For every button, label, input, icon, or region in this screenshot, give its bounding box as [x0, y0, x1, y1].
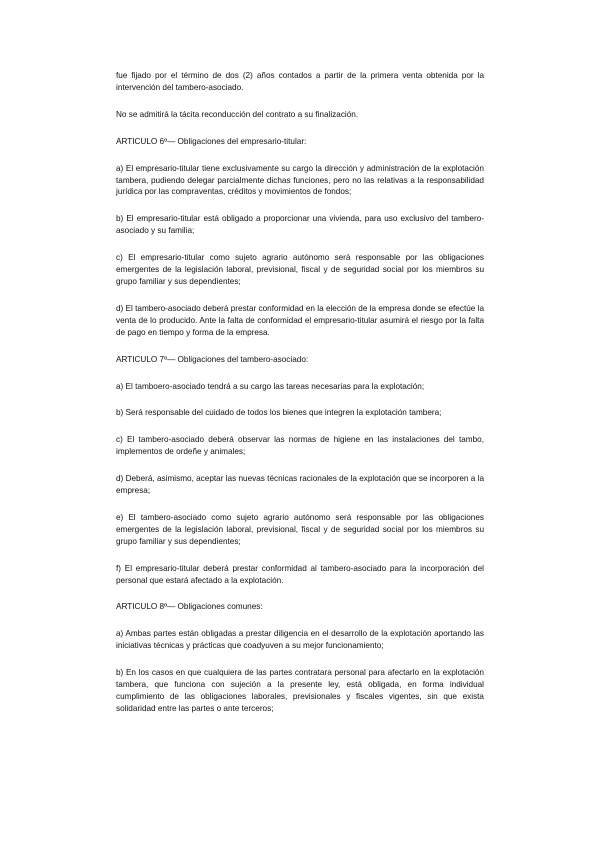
paragraph-continuation-term: fue fijado por el término de dos (2) años contados a partir de la primera venta obtenida por la intervención del tambero-asociado.	[116, 71, 484, 92]
article-6-item-c: c) El empresario-titular como sujeto agrario autónomo será responsable por las obligaciones emergentes de la legislación laboral, previsional, fiscal y de seguridad social por los miembros su grupo familiar y sus dependientes;	[116, 253, 484, 286]
article-6-heading: ARTICULO 6º— Obligaciones del empresario-titular:	[116, 136, 307, 146]
article-7-item-c: c) El tambero-asociado deberá observar las normas de higiene en las instalaciones del tambo, implementos de ordeñe y animales;	[116, 435, 484, 457]
article-7-heading: ARTICULO 7º— Obligaciones del tambero-asociado:	[116, 354, 309, 364]
article-6-item-a: a) El empresario-titular tiene exclusivamente su cargo la dirección y administración de la explotación tambera, pudiendo delegar parcialmente dichas funciones, pero no las relativas a la responsabilidad jurídica por las compraventas, créditos y movimientos de fondos;	[116, 163, 484, 197]
article-6-item-d: d) El tambero-asociado deberá prestar conformidad en la elección de la empresa donde se efectúe la venta de lo producido. Ante la falta de conformidad el empresario-titular asumirá el riesgo por la falta de pago en tiempo y forma de la empresa.	[116, 303, 484, 337]
article-7-item-e: e) El tambero-asociado como sujeto agrario autónomo será responsable por las obligaciones emergentes de la legislación laboral, previsional, fiscal y de seguridad social por los miembros su grupo familiar y sus dependientes;	[116, 512, 484, 546]
document-body	[116, 70, 484, 730]
article-7-item-b: b) Será responsable del cuidado de todos los bienes que integren la explotación tambera;	[116, 408, 442, 418]
article-8-item-b: b) En los casos en que cualquiera de las partes contratara personal para afectarlo en la explotación tambera, que funciona con sujeción a la presente ley, está obligada, en forma individual cumplimiento de las obligaciones laborales, previsionales y fiscales vigentes, sin que exista solidaridad entre las partes o ante terceros;	[116, 668, 484, 713]
article-7-item-a: a) El tamboero-asociado tendrá a su cargo las tareas necesarias para la explotación;	[116, 381, 425, 391]
paragraph-no-tacit-renewal: No se admitirá la tácita reconducción del contrato a su finalización.	[116, 109, 359, 119]
article-8-heading: ARTICULO 8º— Obligaciones comunes:	[116, 602, 263, 612]
article-7-item-d: d) Deberá, asimismo, aceptar las nuevas técnicas racionales de la explotación que se incorporen a la empresa;	[116, 474, 484, 496]
article-8-item-a: a) Ambas partes están obligadas a prestar diligencia en el desarrollo de la explotación aportando las iniciativas técnicas y prácticas que coadyuven a su mejor funcionamiento;	[116, 629, 484, 651]
article-7-item-f: f) El empresario-titular deberá prestar conformidad al tambero-asociado para la incorporación del personal que estará afectado a la explotación.	[116, 563, 484, 585]
article-6-item-b: b) El empresario-titular está obligado a proporcionar una vivienda, para uso exclusivo del tambero-asociado y su familia;	[116, 214, 484, 236]
